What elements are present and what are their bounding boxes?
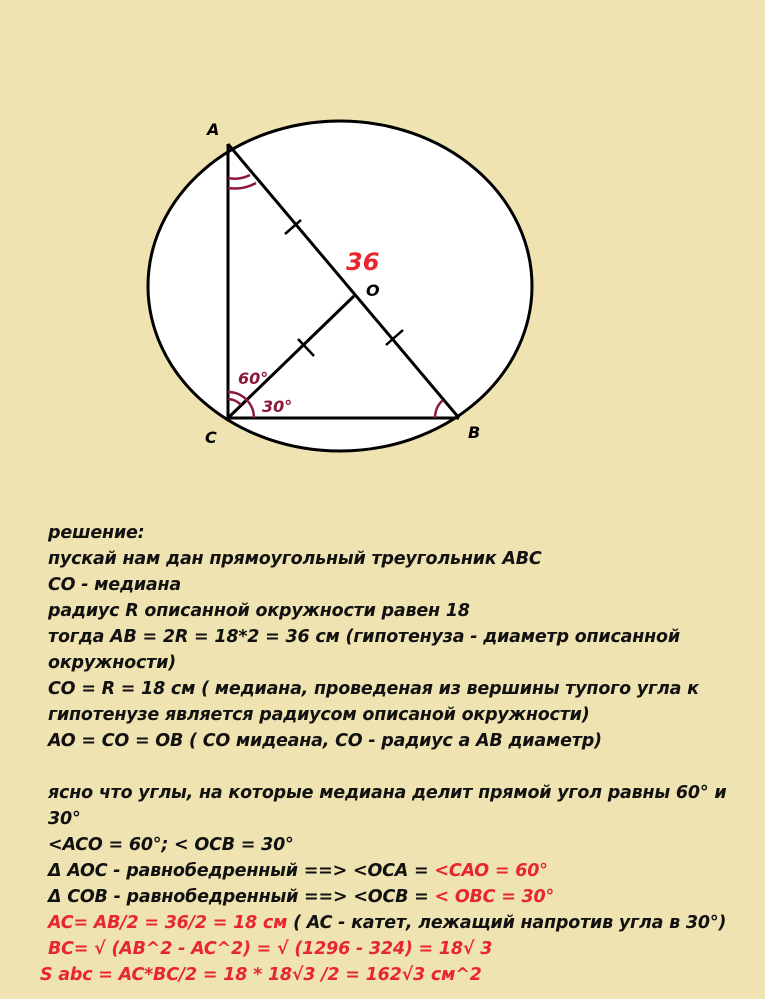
solution-segment: <ACO = 60°; < OCB = 30° xyxy=(48,835,294,855)
solution-line xyxy=(48,858,548,885)
solution-line xyxy=(48,546,542,573)
solution-segment: решение: xyxy=(48,523,145,543)
solution-segment: ( AC - катет, лежащий напротив угла в 30°) xyxy=(287,913,727,933)
solution-segment: BC= √ (AB^2 - AC^2) = √ (1296 - 324) = 18√ 3 xyxy=(48,939,493,959)
solution-segment: Δ AOC - равнобедренный ==> <OCA = xyxy=(48,861,435,881)
solution-line xyxy=(48,936,492,963)
solution-line xyxy=(48,806,81,833)
solution-segment: пускай нам дан прямоугольный треугольник ABC xyxy=(48,549,542,569)
solution-line xyxy=(48,598,470,625)
point-a-label: A xyxy=(207,120,220,139)
solution-segment: CO = R = 18 см ( медиана, проведеная из вершины тупого угла к xyxy=(48,679,699,699)
solution-line xyxy=(48,520,144,547)
solution-line xyxy=(48,572,181,599)
solution-segment: AC= AB/2 = 36/2 = 18 см xyxy=(48,913,288,933)
solution-line xyxy=(48,910,726,937)
solution-line xyxy=(48,702,590,729)
solution-line xyxy=(48,676,699,703)
solution-line xyxy=(40,962,482,989)
solution-segment: AO = CO = OB ( CO мидеана, CO - радиус а AB диаметр) xyxy=(48,731,602,751)
solution-segment: окружности) xyxy=(48,653,176,673)
solution-line xyxy=(48,832,294,859)
solution-segment: 30° xyxy=(48,809,81,829)
solution-segment: S abc = AC*BC/2 = 18 * 18√3 /2 = 162√3 см^2 xyxy=(40,965,482,985)
solution-segment: ясно что углы, на которые медиана делит прямой угол равны 60° и xyxy=(48,783,727,803)
solution-line xyxy=(48,624,680,651)
solution-segment: тогда AB = 2R = 18*2 = 36 см (гипотенуза - диаметр описанной xyxy=(48,627,680,647)
solution-segment: CO - медиана xyxy=(48,575,182,595)
hypotenuse-length-label: 36 xyxy=(346,248,380,276)
solution-segment: радиус R описанной окружности равен 18 xyxy=(48,601,470,621)
solution-segment: гипотенузе является радиусом описаной окружности) xyxy=(48,705,590,725)
solution-segment: < OBC = 30° xyxy=(434,887,555,907)
solution-segment: <CAO = 60° xyxy=(434,861,548,881)
point-c-label: C xyxy=(205,428,217,447)
circumscribed-circle xyxy=(148,121,532,451)
point-b-label: B xyxy=(468,423,481,442)
angle-ocb-label: 30° xyxy=(262,397,293,416)
solution-line xyxy=(48,884,554,911)
solution-line xyxy=(48,728,602,755)
angle-aco-label: 60° xyxy=(238,369,269,388)
solution-segment: Δ COB - равнобедренный ==> <OCB = xyxy=(48,887,435,907)
solution-line xyxy=(48,650,176,677)
solution-line xyxy=(48,780,726,807)
point-o-label: O xyxy=(366,281,380,300)
